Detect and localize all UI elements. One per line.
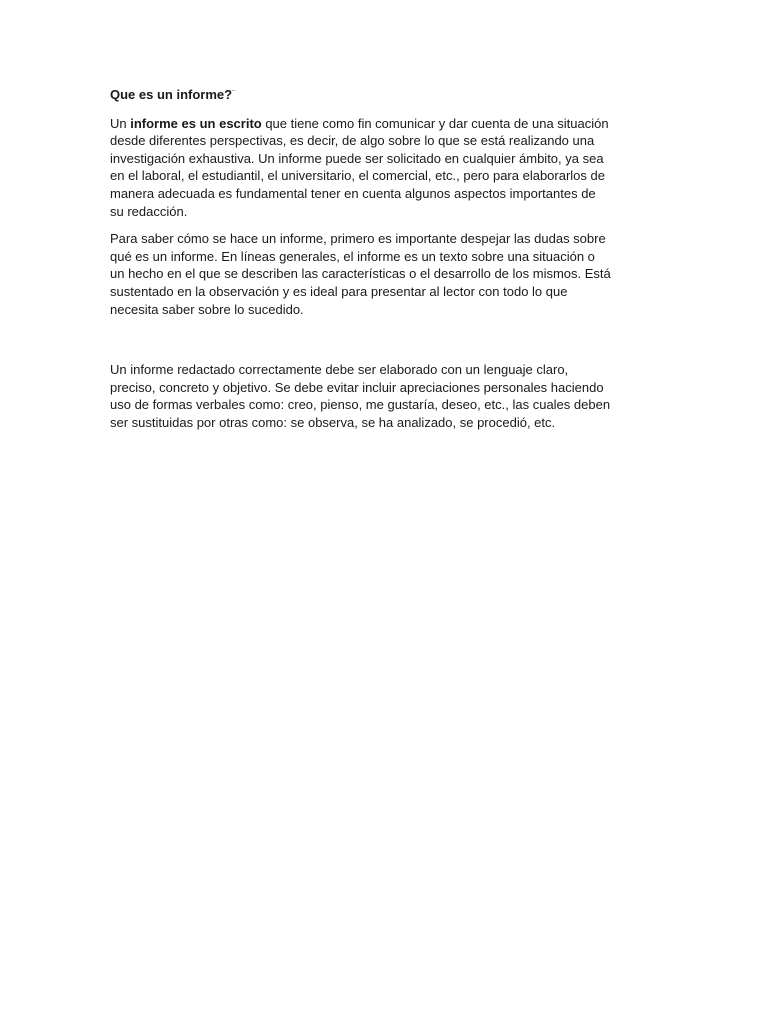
paragraph-3-line-1: Un informe redactado correctamente debe ser elaborado con un lenguaje claro, — [110, 362, 569, 378]
paragraph-2-line-2: qué es un informe. En líneas generales, el informe es un texto sobre una situación o — [110, 248, 595, 264]
paragraph-2-line-5: necesita saber sobre lo sucedido. — [110, 301, 304, 317]
paragraph-2-line-3: un hecho en el que se describen las características o el desarrollo de los mismos. Está — [110, 266, 611, 282]
paragraph-3-line-2: preciso, concreto y objetivo. Se debe evitar incluir apreciaciones personales haciendo — [110, 379, 604, 395]
paragraph-2 — [110, 230, 670, 318]
paragraph-1-bold: informe es un escrito — [130, 115, 262, 131]
paragraph-1-line-6: su redacción. — [110, 203, 188, 219]
paragraph-1-line-2: desde diferentes perspectivas, es decir, de algo sobre lo que se está realizando una — [110, 133, 595, 149]
paragraph-2-line-1: Para saber cómo se hace un informe, primero es importante despejar las dudas sobre — [110, 231, 606, 247]
document-title — [110, 86, 670, 104]
paragraph-3-line-4: ser sustituidas por otras como: se observa, se ha analizado, se procedió, etc. — [110, 414, 556, 430]
paragraph-1 — [110, 115, 670, 221]
paragraph-1-line-1: que tiene como fin comunicar y dar cuenta de una situación — [261, 115, 609, 131]
document-body — [110, 86, 670, 442]
title-mark: ¨ — [232, 89, 236, 100]
title-text: Que es un informe? — [110, 87, 233, 102]
paragraph-3 — [110, 361, 670, 431]
paragraph-1-line-5: manera adecuada es fundamental tener en cuenta algunos aspectos importantes de — [110, 185, 596, 201]
paragraph-3-line-3: uso de formas verbales como: creo, pienso, me gustaría, deseo, etc., las cuales deben — [110, 397, 611, 413]
paragraph-1-lead: Un — [110, 115, 131, 131]
blank-line-spacer — [110, 328, 670, 361]
paragraph-1-line-3: investigación exhaustiva. Un informe puede ser solicitado en cualquier ámbito, ya sea — [110, 150, 604, 166]
paragraph-2-line-4: sustentado en la observación y es ideal para presentar al lector con todo lo que — [110, 283, 568, 299]
paragraph-1-line-4: en el laboral, el estudiantil, el universitario, el comercial, etc., pero para elaborarlos de — [110, 168, 605, 184]
